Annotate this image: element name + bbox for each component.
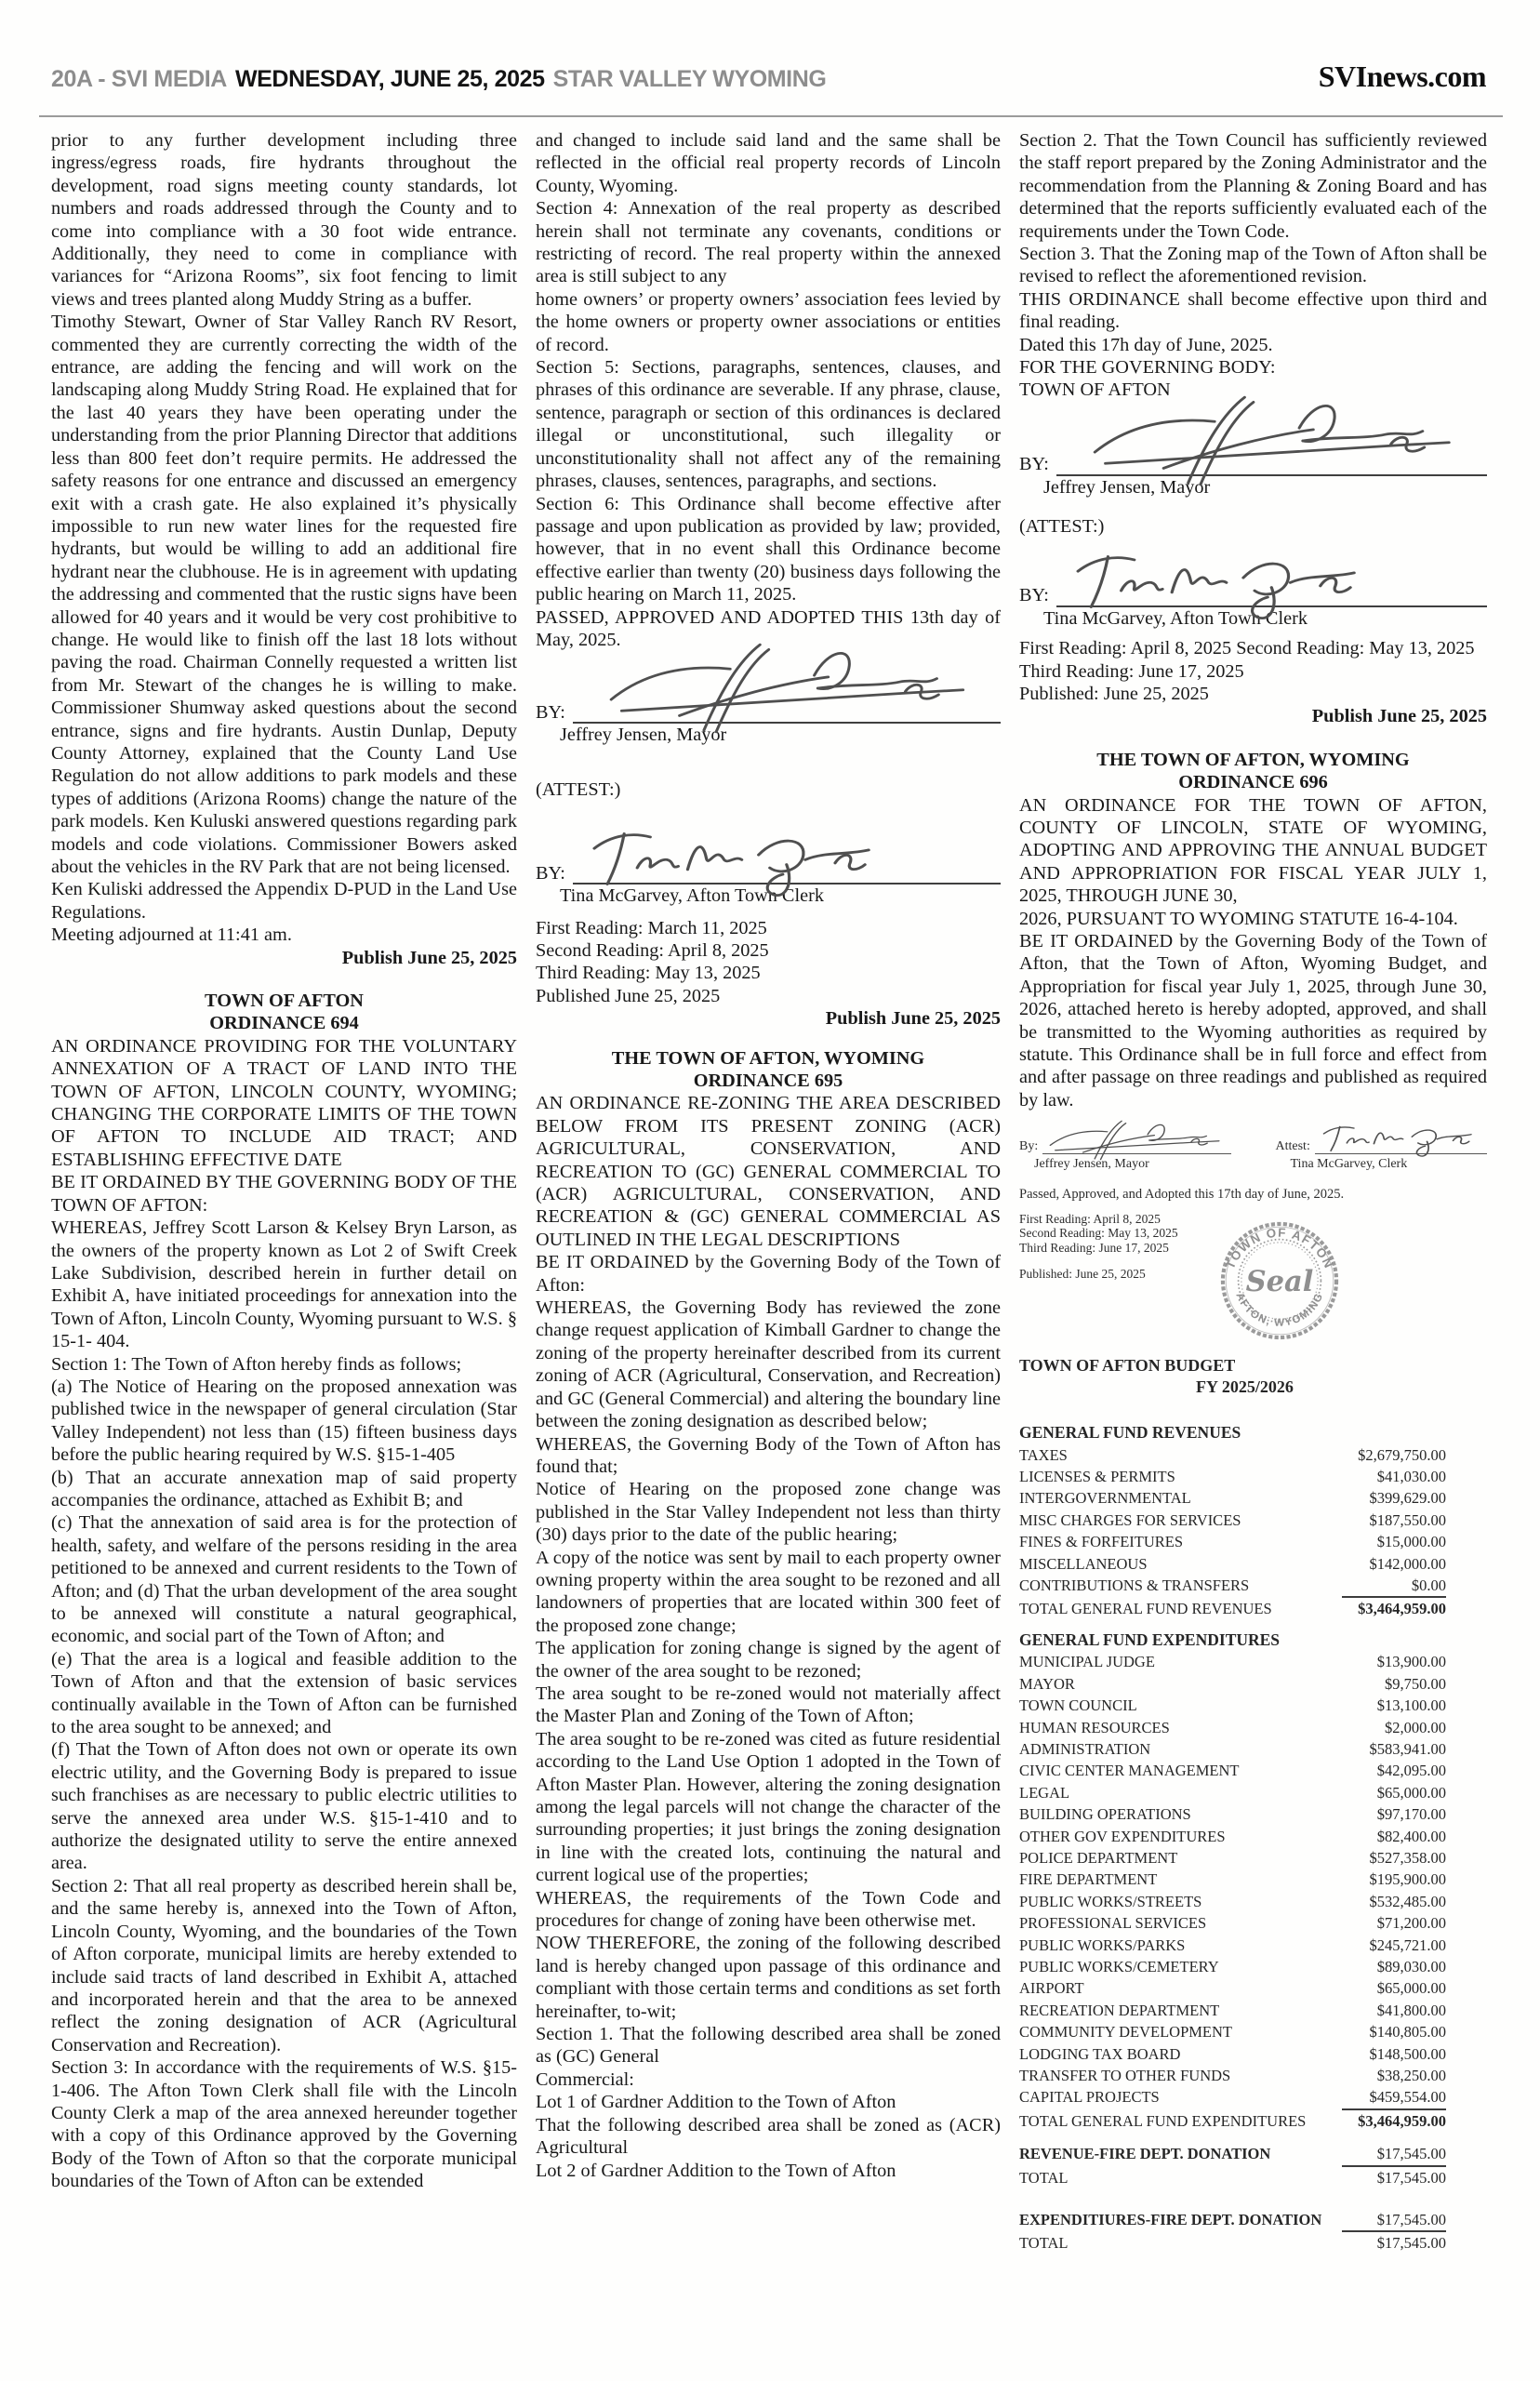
budget-row [1019,1510,1487,1531]
by-label: BY: [536,862,565,884]
budget-row-label: BUILDING OPERATIONS [1019,1805,1191,1824]
paragraph: WHEREAS, the Governing Body of the Town of Afton has found that; [536,1433,1001,1477]
budget-row [1019,2167,1487,2188]
budget-row [1019,2043,1487,2065]
paragraph: Section 2. That the Town Council has sufficiently reviewed the staff report prepared by the Zoning Administrator and the recommendation from the Planning & Zoning Board and has determined that the reports sufficiently evaluated each of the requirements under the Town Code. [1019,130,1487,242]
by-label: BY: [1019,454,1049,475]
scanned-signature-row [1019,1117,1487,1172]
text-line: (ATTEST:) [536,778,621,800]
publish-line: Publish June 25, 2025 [825,1008,1001,1030]
budget-row-value: $527,358.00 [1369,1848,1446,1867]
scanned-readings [1019,1212,1487,1353]
signature-line [573,662,1001,724]
spacer [536,1031,1001,1047]
budget-row [1019,2110,1487,2132]
published-line: Published: June 25, 2025 [1019,1266,1146,1281]
budget-row-value: $187,550.00 [1369,1510,1446,1529]
signature-tina-mcgarvey-icon [1317,1119,1482,1162]
paragraph: PASSED, APPROVED AND ADOPTED THIS 13th day of May, 2025. [536,606,1001,650]
budget-row [1019,2065,1487,2086]
paragraph: Commercial: [536,2068,634,2090]
budget-row-value: $38,250.00 [1376,2067,1446,2084]
region-label: STAR VALLEY WYOMING [552,66,827,92]
budget-row [1019,1803,1487,1825]
scanned-signature-caption: Tina McGarvey, Clerk [1290,1157,1408,1172]
budget-row-value: $148,500.00 [1369,2044,1446,2063]
signature-line [573,823,1001,885]
budget-row [1019,2209,1487,2232]
paragraph: The application for zoning change is signed by the agent of the owner of the area sought to be rezoned; [536,1638,1001,1682]
budget-row [1019,1651,1487,1672]
budget-row-value: $142,000.00 [1369,1554,1446,1573]
paragraph: and changed to include said land and the same shall be reflected in the official real property records of Lincoln County, Wyoming. [536,130,1001,196]
budget-row-label: CIVIC CENTER MANAGEMENT [1019,1762,1240,1780]
budget-row-label: TOTAL GENERAL FUND EXPENDITURES [1019,2111,1307,2130]
signature-caption: Tina McGarvey, Afton Town Clerk [560,885,824,907]
signature-row [1019,548,1487,607]
spacer [1019,728,1487,749]
budget-row-label: EXPENDITIURES-FIRE DEPT. DONATION [1019,2211,1322,2229]
budget-row [1019,2000,1487,2021]
budget-row [1019,2021,1487,2042]
budget-row [1019,1977,1487,1999]
budget-row-value: $9,750.00 [1385,1674,1446,1693]
scanned-signature [1019,1117,1231,1172]
budget-row-value: $399,629.00 [1369,1489,1446,1508]
budget-row-label: RECREATION DEPARTMENT [1019,2001,1220,2019]
budget-row [1019,1598,1487,1619]
budget-row-value: $2,679,750.00 [1358,1445,1446,1464]
budget-row-label: PUBLIC WORKS/CEMETERY [1019,1957,1219,1975]
signature-jeffrey-jensen-icon [1044,1119,1225,1162]
signature-caption: Jeffrey Jensen, Mayor [560,725,727,746]
budget-row-label: CONTRIBUTIONS & TRANSFERS [1019,1576,1250,1595]
text-line: Second Reading: April 8, 2025 [536,939,769,961]
paragraph: (f) That the Town of Afton does not own or operate its own electric utility, and the Governing Body is prepared to issue such franchises as are necessary to public electric utilities to serve the annexed area under W.S. §15-1-410 and to authorize the designated utility to serve the entire annexed area. [51,1739,517,1874]
paragraph: Meeting adjourned at 11:41 am. [51,924,292,946]
signature-caption: Tina McGarvey, Afton Town Clerk [1043,607,1308,629]
budget-row [1019,1466,1487,1487]
paragraph: Lot 2 of Gardner Addition to the Town of Afton [536,2160,896,2181]
budget-row-value: $41,030.00 [1376,1468,1446,1486]
scanned-signature [1276,1117,1488,1172]
budget-row-value: $2,000.00 [1385,1718,1446,1736]
budget-row-label: COMMUNITY DEVELOPMENT [1019,2023,1233,2042]
adoption-line: Passed, Approved, and Adopted this 17th day of June, 2025. [1019,1187,1345,1203]
budget-row-label: TOWN COUNCIL [1019,1696,1137,1715]
heading: ORDINANCE 694 [209,1013,359,1034]
paragraph: Section 2: That all real property as described herein shall be, and the same hereby is, annexed into the Town of Afton, Lincoln County, Wyoming, and the boundaries of the Town of Afton corporate, municipal limits are hereby extended to include said tracts of land described in Exhibit A, attached and incorporated herein and that the area to be annexed reflect the zoning designation of ACR (Agricultural Conservation and Recreation). [51,1875,517,2055]
budget-row-label: PUBLIC WORKS/STREETS [1019,1892,1202,1910]
heading: THE TOWN OF AFTON, WYOMING [1096,749,1410,770]
budget-row-value: $17,545.00 [1342,2209,1446,2232]
budget-row-value: $140,805.00 [1369,2023,1446,2042]
spacer [1019,1172,1487,1187]
paragraph: BE IT ORDAINED by the Governing Body of the Town of Afton: [536,1252,1001,1296]
signature-block [536,664,1001,746]
budget-row-value: $583,941.00 [1369,1739,1446,1758]
budget-row-label: MISC CHARGES FOR SERVICES [1019,1510,1241,1529]
paragraph: NOW THEREFORE, the zoning of the following described land is hereby changed upon passage of this ordinance and compliant with those certain terms and conditions as set forth hereinafter, to-wit; [536,1933,1001,2022]
paragraph: THIS ORDINANCE shall become effective upon third and final reading. [1019,288,1487,333]
paragraph: (a) The Notice of Hearing on the proposed annexation was published twice in the newspaper of general circulation (Star Valley Independent) not less than (15) fifteen business days before the public hearing required by W.S. §15-1-405 [51,1376,517,1466]
budget-row [1019,1553,1487,1575]
by-label: BY: [1019,585,1049,606]
text-line: First Reading: April 8, 2025 Second Reading: May 13, 2025 [1019,638,1475,659]
text-line: TOWN OF AFTON [1019,379,1171,401]
budget-row [1019,1847,1487,1869]
reading-line: Third Reading: June 17, 2025 [1019,1240,1169,1255]
budget-row [1019,2143,1487,2166]
town-seal [1211,1212,1348,1350]
town-seal-icon [1211,1212,1348,1350]
paragraph: Section 1. That the following described area shall be zoned as (GC) General [536,2024,1001,2068]
scanned-signature-line [1315,1153,1487,1154]
paragraph: BE IT ORDAINED by the Governing Body of the Town of Afton, that the Town of Afton, Wyoming Budget, and Appropriation for fiscal year July 1, 2025, through June 30, 2026, attached hereto is hereby adopted, approved, and shall be transmitted to the Wyoming authorities as required by statute. This Ordinance shall be in full force and effect from and after passage on three readings and published as required by law. [1019,930,1487,1111]
scanned-signature-line [1042,1153,1230,1154]
spacer [51,969,517,990]
budget-row-value: $3,464,959.00 [1358,2111,1446,2130]
budget-row-label: PROFESSIONAL SERVICES [1019,1914,1207,1933]
spacer [1019,499,1487,515]
scanned-by-label: Attest: [1275,1139,1310,1154]
paragraph: Section 3: In accordance with the requirements of W.S. §15-1-406. The Afton Town Clerk shall file with the Lincoln County Clerk a map of the area annexed hereunder together with a copy of this Ordinance approved by the Governing Body of the Town of Afton so that the corporate municipal boundaries of the Town of Afton can be extended [51,2057,517,2192]
column-2 [536,129,1001,2182]
budget-row-label: POLICE DEPARTMENT [1019,1848,1178,1867]
budget-row [1019,1673,1487,1695]
budget-row-value: $41,800.00 [1376,2001,1446,2019]
heading: ORDINANCE 695 [693,1071,843,1091]
signature-block [1019,548,1487,630]
budget-row [1019,1760,1487,1781]
budget-row [1019,1956,1487,1977]
budget-row-label: OTHER GOV EXPENDITURES [1019,1827,1226,1845]
scanned-signature-line-row [1276,1117,1488,1154]
svg-text:Seal: Seal [1245,1265,1314,1299]
text-line: (ATTEST:) [1019,516,1105,538]
paragraph: BE IT ORDAINED BY THE GOVERNING BODY OF THE TOWN OF AFTON: [51,1172,517,1216]
spacer [536,747,1001,778]
budget-row [1019,1782,1487,1803]
signature-line [1056,415,1487,476]
budget-table [1019,1355,1487,2255]
heading: TOWN OF AFTON [205,991,364,1012]
budget-row-label: FIRE DEPARTMENT [1019,1870,1158,1889]
paragraph: Section 4: Annexation of the real property as described herein shall not terminate any covenants, conditions or restricting of record. The real property within the annexed area is still subject to any [536,198,1001,287]
text-line: Third Reading: June 17, 2025 [1019,660,1244,682]
budget-row [1019,1717,1487,1738]
paragraph: AN ORDINANCE PROVIDING FOR THE VOLUNTARY ANNEXATION OF A TRACT OF LAND INTO THE TOWN OF AFTON, LINCOLN COUNTY, WYOMING; CHANGING THE CORPORATE LIMITS OF THE TOWN OF AFTON TO INCLUDE AID TRACT; AND ESTABLISHING EFFECTIVE DATE [51,1035,517,1170]
paragraph: (e) That the area is a logical and feasible addition to the Town of Afton and that the extension of basic services continually available in the Town of Afton can be furnished to the area sought to be annexed; and [51,1648,517,1738]
budget-row-label: TAXES [1019,1445,1068,1464]
signature-block [536,825,1001,907]
signature-row [536,664,1001,724]
budget-spacer [1019,1398,1487,1422]
budget-row-label: HUMAN RESOURCES [1019,1718,1170,1736]
header-rule [39,115,1503,117]
budget-row [1019,1912,1487,1934]
text-line: Published June 25, 2025 [536,985,721,1006]
paragraph: Section 5: Sections, paragraphs, sentences, clauses, and phrases of this ordinance are severable. If any phrase, clause, sentence, paragraph or section of this ordinances is declared illegal or unconstitutional, such illegality or unconstitutionality shall not affect any of the remaining phrases, clauses, sentences, paragraphs, and sections. [536,357,1001,492]
budget-row-value: $195,900.00 [1369,1870,1446,1889]
budget-row [1019,1869,1487,1890]
budget-row-label: CAPITAL PROJECTS [1019,2088,1160,2107]
budget-row-value: $42,095.00 [1376,1762,1446,1780]
svg-text:AFTON, WYOMING: AFTON, WYOMING [1233,1291,1326,1329]
paragraph: Timothy Stewart, Owner of Star Valley Ranch RV Resort, commented they are currently correcting the width of the entrance, are adding the fencing and will work on the landscaping along Muddy String Road. He explained that for the last 40 years they have been operating under the understanding from the prior Planning Director that additions less than 800 feet don’t require permits. He addressed the safety reasons for one entrance and discussed an emergency exit with a crash gate. He also explained it’s physically impossible to run new water lines for the requested fire hydrants, but would be willing to add an additional fire hydrant near the clubhouse. He is in agreement with updating the addressing and commented that the rustic signs have been allowed for 40 years and it would be very cost prohibitive to change. He would like to finish off the last 18 lots without paving the road. Chairman Connelly requested a written list from Mr. Stewart of the changes he is willing to make. Commissioner Shumway asked questions about the second entrance, signs and fire hydrants. Austin Dunlap, Deputy County Attorney, explained that the County Land Use Regulation do not allow additions to park models and these types of additions (Arizona Rooms) change the nature of the park models. Ken Kuluski answered questions regarding park models and code violations. Commissioner Bowers asked about the vehicles in the RV Park that are not being licensed. [51,312,517,877]
budget-row [1019,1891,1487,1912]
scanned-signature-caption: Jeffrey Jensen, Mayor [1034,1157,1149,1172]
budget-row [1019,1695,1487,1716]
paragraph: prior to any further development including three ingress/egress roads, fire hydrants throughout the development, road signs meeting county standards, lot numbers and roads addressed through the County and to come into compliance with a 30 foot wide entrance. Additionally, they need to come in compliance with variances for “Arizona Rooms”, six foot fencing to limit views and trees planted along Muddy String as a buffer. [51,130,517,310]
budget-row-label: REVENUE-FIRE DEPT. DONATION [1019,2145,1271,2163]
paragraph: WHEREAS, Jeffrey Scott Larson & Kelsey Bryn Larson, as the owners of the property known as Lot 2 of Swift Creek Lake Subdivision, described herein in further detail on Exhibit A, have initiated proceedings for annexation into the Town of Afton, Lincoln County, Wyoming pursuant to W.S. § 15-1- 404. [51,1217,517,1352]
budget-row-label: ADMINISTRATION [1019,1739,1151,1758]
budget-row-value: $13,900.00 [1376,1653,1446,1671]
page-number-label: 20A - SVI MEDIA [51,66,227,92]
budget-row [1019,1738,1487,1760]
budget-row-label: TRANSFER TO OTHER FUNDS [1019,2067,1231,2084]
budget-row-label: FINES & FORFEITURES [1019,1533,1184,1551]
signature-row [536,825,1001,885]
budget-row-label: INTERGOVERNMENTAL [1019,1489,1191,1508]
paragraph: Section 1: The Town of Afton hereby finds as follows; [51,1353,462,1375]
signature-jeffrey-jensen-icon [599,640,976,737]
budget-row-value: $245,721.00 [1369,1935,1446,1954]
budget-section-header: GENERAL FUND REVENUES [1019,1423,1241,1443]
signature-caption: Jeffrey Jensen, Mayor [1043,476,1211,498]
budget-row-label: AIRPORT [1019,1979,1084,1998]
budget-section-header: GENERAL FUND EXPENDITURES [1019,1629,1281,1649]
budget-row-value: $3,464,959.00 [1358,1600,1446,1618]
budget-row-value: $97,170.00 [1376,1805,1446,1824]
signature-jeffrey-jensen-icon [1082,392,1461,489]
signature-tina-mcgarvey-icon [581,818,889,907]
header-left [51,66,834,93]
paragraph: WHEREAS, the Governing Body has reviewed the zone change request application of Kimball Gardner to change the zoning of the property hereinafter described from its current zoning of ACR (Agricultural, Conservation, and Recreation) and GC (General Commercial) and altering the boundary line between the zoning designation as described below; [536,1297,1001,1432]
budget-row-label: MAYOR [1019,1674,1075,1693]
website-label: SVInews.com [1318,60,1486,93]
budget-row [1019,2086,1487,2109]
paragraph: WHEREAS, the requirements of the Town Code and procedures for change of zoning have been otherwise met. [536,1887,1001,1932]
budget-row-value: $13,100.00 [1376,1696,1446,1715]
budget-row [1019,1575,1487,1598]
paragraph: Section 3. That the Zoning map of the Town of Afton shall be revised to reflect the aforementioned revision. [1019,244,1487,287]
heading: THE TOWN OF AFTON, WYOMING [611,1047,925,1069]
signature-block [1019,417,1487,499]
budget-row-label: TOTAL GENERAL FUND REVENUES [1019,1600,1272,1618]
budget-row-value: $532,485.00 [1369,1892,1446,1910]
budget-row [1019,1444,1487,1466]
paragraph: That the following described area shall be zoned as (ACR) Agricultural [536,2114,1001,2159]
reading-line: First Reading: April 8, 2025 [1019,1212,1161,1227]
budget-row-label: LEGAL [1019,1783,1070,1802]
text-line: Dated this 17h day of June, 2025. [1019,334,1273,355]
spacer [1019,630,1487,637]
budget-row-label: LICENSES & PERMITS [1019,1468,1175,1486]
budget-spacer [1019,2132,1487,2143]
budget-row-label: TOTAL [1019,2168,1069,2187]
paragraph: Section 6: This Ordinance shall become effective after passage and upon publication as provided by law; provided, however, that in no event shall this Ordinance become effective earlier than twenty (20) business days following the public hearing on March 11, 2025. [536,493,1001,605]
paragraph: AN ORDINANCE FOR THE TOWN OF AFTON, COUNTY OF LINCOLN, STATE OF WYOMING, ADOPTING AND APPROVING THE ANNUAL BUDGET AND APPROPRIATION FOR FISCAL YEAR JULY 1, 2025, THROUGH JUNE 30, [1019,794,1487,907]
budget-row-value: $0.00 [1342,1575,1446,1598]
budget-row [1019,1487,1487,1509]
budget-row [1019,1826,1487,1847]
budget-row-value: $459,554.00 [1342,2086,1446,2109]
budget-row-label: MUNICIPAL JUDGE [1019,1653,1155,1671]
budget-row [1019,1531,1487,1552]
budget-row-label: TOTAL [1019,2234,1069,2253]
publish-line: Publish June 25, 2025 [341,947,517,968]
budget-row-value: $17,545.00 [1376,2168,1446,2187]
svg-text:TOWN OF AFTON: TOWN OF AFTON [1223,1225,1336,1271]
page-header [51,60,1486,94]
paragraph: The area sought to be re-zoned would not materially affect the Master Plan and Zoning of the Town of Afton; [536,1683,1001,1727]
paragraph: AN ORDINANCE RE-ZONING THE AREA DESCRIBED BELOW FROM ITS PRESENT ZONING (ACR) AGRICULTURAL, CONSERVATION, AND RECREATION TO (GC) GENERAL COMMERCIAL TO (ACR) AGRICULTURAL, CONSERVATION, AND RECREATION & (GC) GENERAL COMMERCIAL AS OUTLINED IN THE LEGAL DESCRIPTIONS [536,1093,1001,1250]
paragraph: A copy of the notice was sent by mail to each property owner owning property within the area sought to be rezoned and all landowners of properties that are located within 300 feet of the proposed zone change; [536,1547,1001,1636]
budget-row-value: $82,400.00 [1376,1827,1446,1845]
budget-title: TOWN OF AFTON BUDGET [1019,1356,1236,1376]
paragraph: Ken Kuliski addressed the Appendix D-PUD in the Land Use Regulations. [51,879,517,923]
text-line: FOR THE GOVERNING BODY: [1019,357,1276,379]
paragraph: 2026, PURSUANT TO WYOMING STATUTE 16-4-104. [1019,908,1458,929]
column-3 [1019,129,1487,2255]
column-1 [51,129,517,2193]
heading: ORDINANCE 696 [1178,772,1328,793]
paragraph: Lot 1 of Gardner Addition to the Town of Afton [536,2092,896,2113]
spacer [536,908,1001,917]
text-line: First Reading: March 11, 2025 [536,917,767,938]
signature-line [1056,546,1487,607]
reading-line: Second Reading: May 13, 2025 [1019,1226,1178,1241]
signature-tina-mcgarvey-icon [1065,540,1374,630]
scanned-signature-line-row [1019,1117,1231,1154]
budget-row-label: PUBLIC WORKS/PARKS [1019,1935,1186,1954]
by-label: BY: [536,701,565,723]
budget-row-value: $17,545.00 [1376,2234,1446,2253]
budget-row-label: MISCELLANEOUS [1019,1554,1148,1573]
budget-row-value: $89,030.00 [1376,1957,1446,1975]
budget-spacer [1019,1620,1487,1629]
scanned-by-label: By: [1019,1139,1039,1154]
paragraph: (c) That the annexation of said area is for the protection of health, safety, and welfare of the persons residing in the area petitioned to be annexed and current residents to the Town of Afton; and (d) That the urban development of the area sought to be annexed will constitute a natural geographical, economic, and social part of the Town of Afton; and [51,1512,517,1647]
budget-row-value: $65,000.00 [1376,1783,1446,1802]
text-line: Third Reading: May 13, 2025 [536,963,761,984]
paragraph: The area sought to be re-zoned was cited as future residential according to the Land Use Option 1 adopted in the Town of Afton Master Plan. However, altering the zoning designation among the legal parcels will not change the character of the surrounding properties; it just brings the zoning designation in line with the created lots, continuing the natural and current logical use of the properties; [536,1728,1001,1886]
budget-row [1019,1935,1487,1956]
budget-row-value: $17,545.00 [1342,2143,1446,2166]
budget-spacer [1019,2188,1487,2209]
paragraph: home owners’ or property owners’ association fees levied by the home owners or property owner associations or entities of record. [536,288,1001,355]
budget-row [1019,2232,1487,2254]
signature-row [1019,417,1487,476]
budget-row-label: LODGING TAX BOARD [1019,2044,1181,2063]
budget-fiscal-year: FY 2025/2026 [1196,1377,1294,1397]
text-line: Published: June 25, 2025 [1019,683,1209,704]
budget-row-value: $15,000.00 [1376,1533,1446,1551]
budget-row-value: $65,000.00 [1376,1979,1446,1998]
publish-line: Publish June 25, 2025 [1311,706,1487,727]
paragraph: (b) That an accurate annexation map of said property accompanies the ordinance, attached as Exhibit B; and [51,1467,517,1510]
paragraph: Notice of Hearing on the proposed zone change was published in the Star Valley Independent not less than thirty (30) days prior to the date of the public hearing; [536,1479,1001,1546]
issue-date: WEDNESDAY, JUNE 25, 2025 [234,66,545,92]
budget-row-value: $71,200.00 [1376,1914,1446,1933]
